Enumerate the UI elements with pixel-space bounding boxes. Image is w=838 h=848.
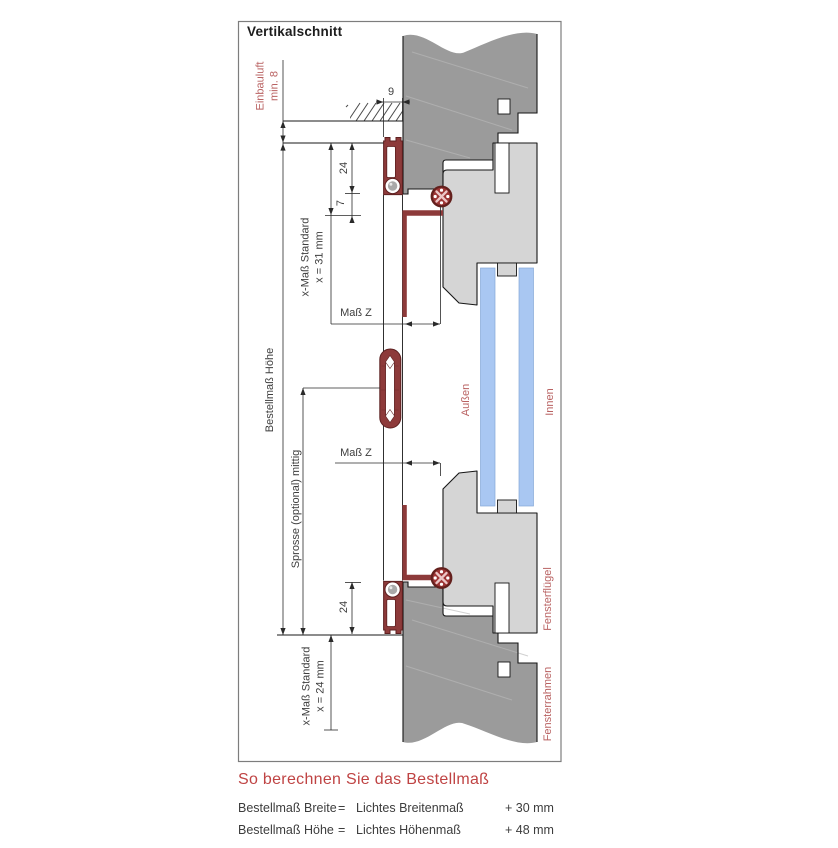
glazing-bridge-bottom	[498, 500, 517, 513]
einbauluft-label: Einbauluft min. 8	[254, 61, 280, 111]
pivot-cross-icon	[432, 568, 452, 588]
dim-24-bottom-label: 24	[338, 600, 350, 614]
mass-z-top-label: Maß Z	[340, 307, 372, 319]
formula-row-label: Bestellmaß Höhe	[238, 823, 334, 837]
sash-slot-top	[495, 143, 509, 193]
x-mass-top-label: x-Maß Standard x = 31 mm	[299, 217, 325, 297]
x-mass-bottom-label: x-Maß Standard x = 24 mm	[300, 646, 326, 726]
fensterfluegel-label: Fensterflügel	[542, 567, 554, 631]
dim-7-label: 7	[335, 199, 347, 207]
equals-sign: =	[338, 823, 346, 837]
aussen-label: Außen	[460, 383, 472, 417]
formula-row-add: + 30 mm	[505, 801, 554, 815]
glazing-bridge-top	[498, 263, 517, 276]
formula-row-label: Bestellmaß Breite	[238, 801, 337, 815]
bestellmass-hoehe-label: Bestellmaß Höhe	[264, 347, 276, 433]
equals-sign: =	[338, 801, 346, 815]
glazing-bead-top-profile	[384, 138, 403, 195]
roller-bearing-icon	[385, 582, 400, 597]
page-title: Vertikalschnitt	[247, 24, 343, 39]
glass-pane-inner	[519, 268, 534, 506]
frame-slot-top	[498, 99, 510, 114]
formula-heading: So berechnen Sie das Bestellmaß	[238, 771, 490, 788]
dim-24-top-label: 24	[338, 161, 350, 175]
mass-z-bottom-label: Maß Z	[340, 447, 372, 459]
sprosse-label: Sprosse (optional) mittig	[290, 449, 302, 569]
sprosse-profile	[380, 349, 401, 428]
frame-slot-bottom	[498, 662, 510, 677]
dim-9-label: 9	[387, 86, 395, 98]
glass-pane-outer	[481, 268, 496, 506]
pivot-cross-icon	[432, 187, 452, 207]
roller-bearing-icon	[385, 178, 400, 193]
formula-row-add: + 48 mm	[505, 823, 554, 837]
innen-label: Innen	[544, 388, 556, 416]
glazing-bead-bottom-profile	[384, 581, 403, 633]
formula-row-operand: Lichtes Breitenmaß	[356, 801, 464, 815]
sash-slot-bottom	[495, 583, 509, 633]
fensterrahmen-label: Fensterrahmen	[542, 666, 554, 742]
formula-row-operand: Lichtes Höhenmaß	[356, 823, 461, 837]
